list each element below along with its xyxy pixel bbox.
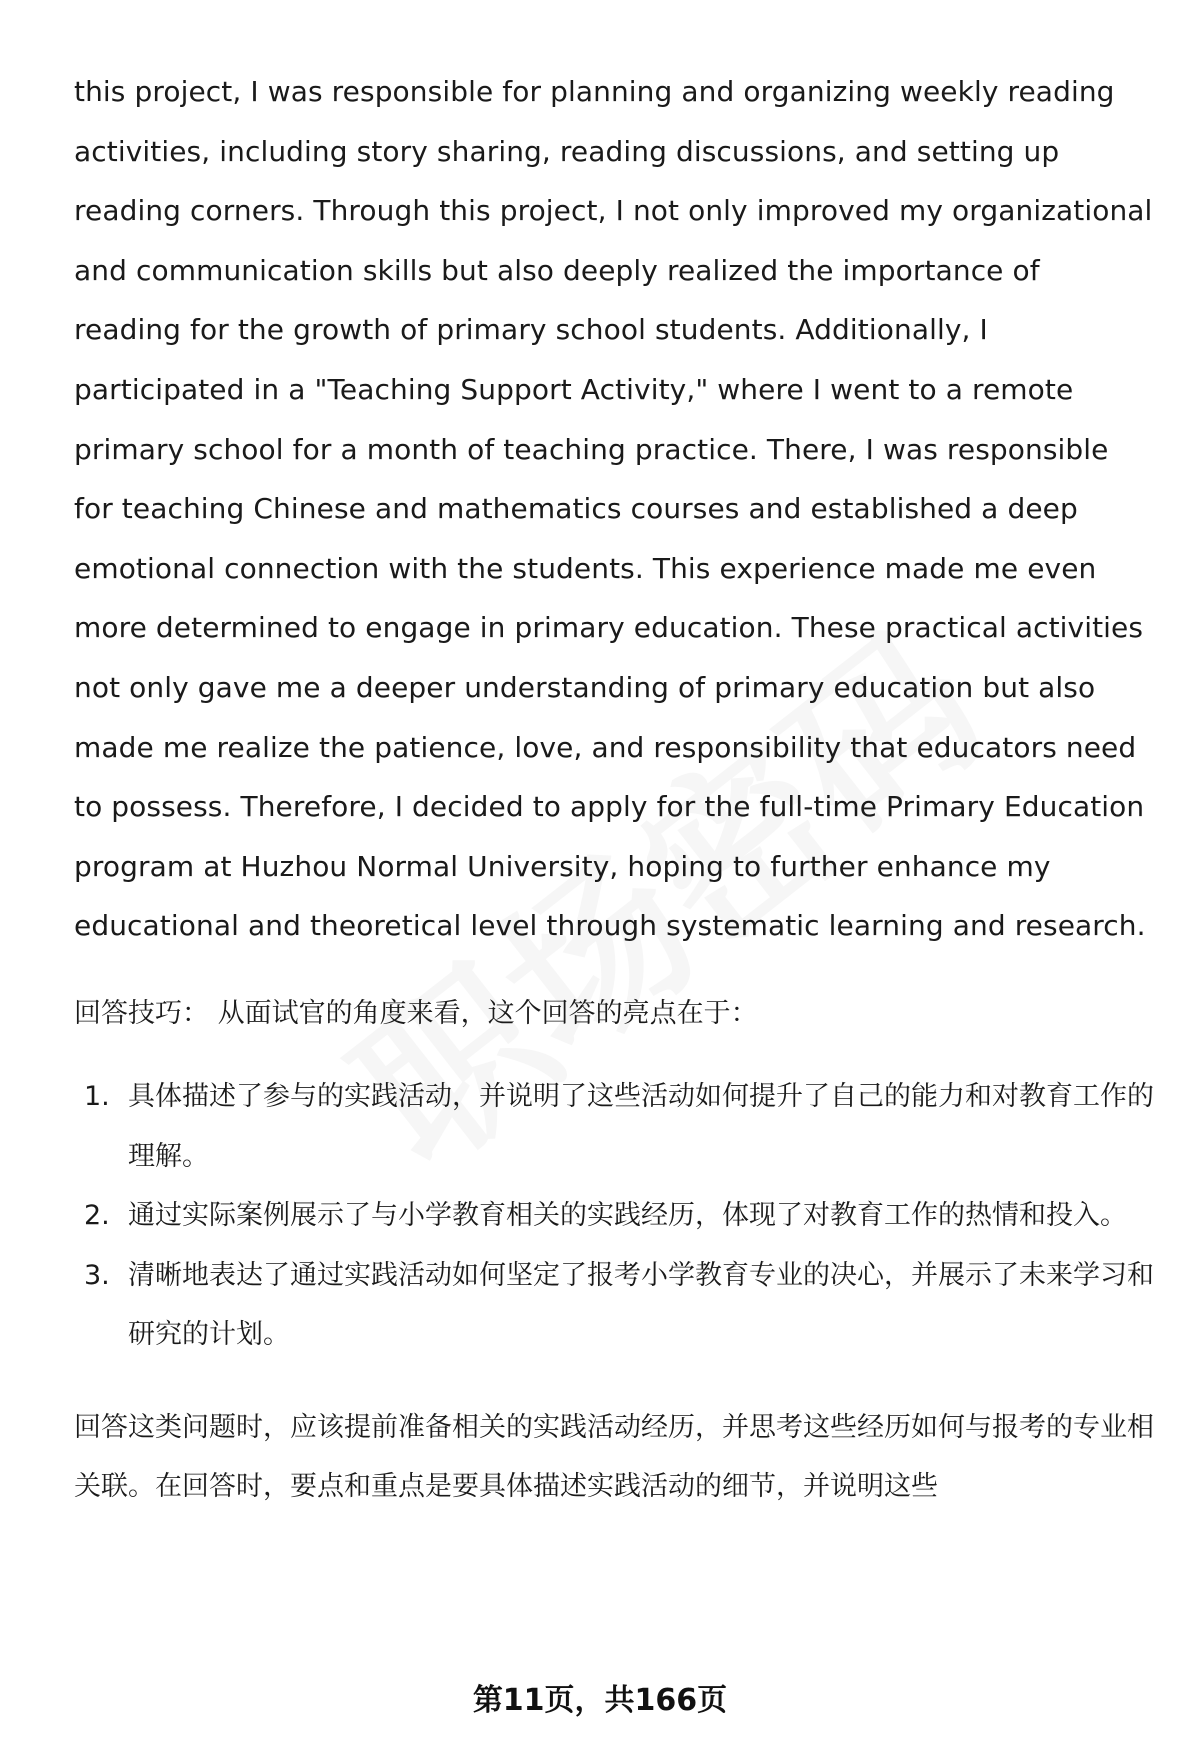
tips-list (74, 1067, 1154, 1365)
tip-text: 通过实际案例展示了与小学教育相关的实践经历，体现了对教育工作的热情和投入。 (128, 1200, 1127, 1232)
tip-item-2 (74, 1186, 1154, 1246)
answer-paragraph: this project, I was responsible for planning and organizing weekly reading activities, including story sharing, reading discussions, and setting up reading corners. Through this project, I not only improved my organizational and communication skills but also deeply realized the importance of reading for the growth of primary school students. Additionally, I participated in a "Teaching Support Activity," where I went to a remote primary school for a month of teaching practice. There, I was responsible for teaching Chinese and mathematics courses and established a deep emotional connection with the students. This experience made me even more determined to engage in primary education. These practical activities not only gave me a deeper understanding of primary education but also made me realize the patience, love, and responsibility that educators need to possess. Therefore, I decided to apply for the full-time Primary Education program at Huzhou Normal University, hoping to further enhance my educational and theoretical level through systematic learning and research. (74, 75, 1153, 943)
tip-number: 2. (84, 1200, 110, 1232)
tip-item-1 (74, 1067, 1154, 1186)
page-number: 第11页，共166页 (472, 1683, 728, 1718)
tip-text: 具体描述了参与的实践活动，并说明了这些活动如何提升了自己的能力和对教育工作的理解。 (128, 1080, 1154, 1172)
tips-heading: 回答技巧： 从面试官的角度来看，这个回答的亮点在于： (74, 997, 758, 1029)
tip-number: 1. (84, 1080, 110, 1112)
tip-item-3 (74, 1246, 1154, 1365)
tip-text: 清晰地表达了通过实践活动如何坚定了报考小学教育专业的决心，并展示了未来学习和研究的计划。 (128, 1259, 1154, 1351)
closing-paragraph: 回答这类问题时，应该提前准备相关的实践活动经历，并思考这些经历如何与报考的专业相关联。在回答时，要点和重点是要具体描述实践活动的细节，并说明这些 (74, 1411, 1154, 1503)
tip-number: 3. (84, 1259, 110, 1291)
document-page (74, 62, 1154, 1517)
